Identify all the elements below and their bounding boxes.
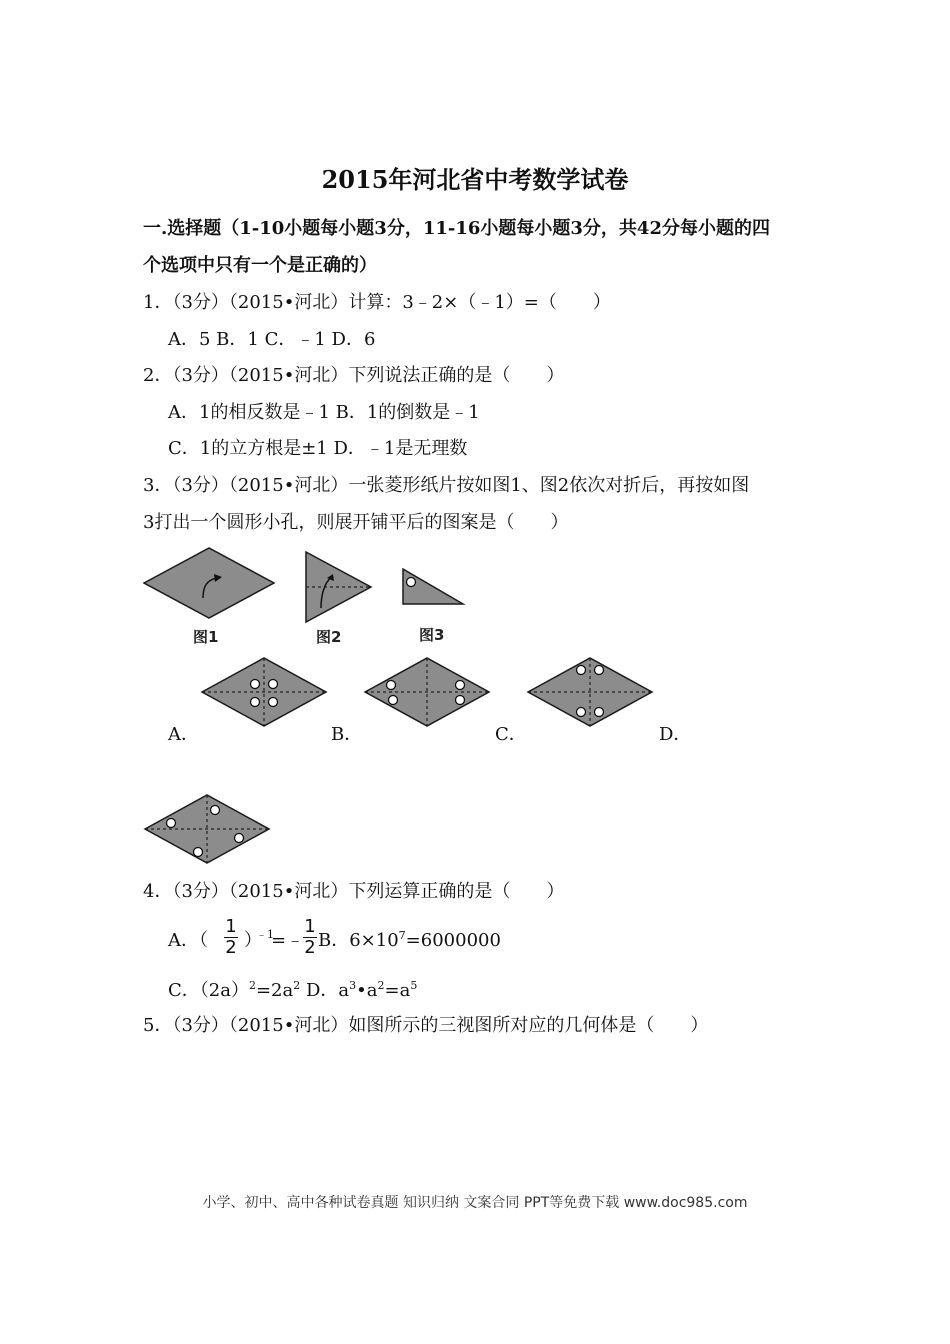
section-heading-line1: 一.选择题（1-10小题每小题3分，11-16小题每小题3分，共42分每小题的四 xyxy=(143,218,770,239)
q4-option-c-exponent: 2 xyxy=(248,979,256,992)
q2-options-line1: A．1的相反数是﹣1 B．1的倒数是﹣1 xyxy=(168,402,480,423)
q3-stem-line1: 3．（3分）（2015•河北）一张菱形纸片按如图1、图2依次对折后，再按如图 xyxy=(143,475,750,496)
figure-1-label: 图1 xyxy=(193,628,219,646)
q4-option-d-exponent2: 2 xyxy=(377,979,385,992)
hole-icon xyxy=(577,666,586,675)
figure-1-rhombus xyxy=(143,546,277,621)
q4-stem: 4．（3分）（2015•河北）下列运算正确的是（ ） xyxy=(143,881,565,902)
q4-option-d-exponent3: 5 xyxy=(410,979,418,992)
q4-options-cd xyxy=(168,980,417,1002)
q4-option-b-rest: =6000000 xyxy=(405,930,501,951)
figure-3-small-triangle xyxy=(400,566,466,608)
q4-option-b-text: B．6×10 xyxy=(318,930,399,951)
option-a-label: A． xyxy=(168,724,199,745)
q4-option-d-exponent1: 3 xyxy=(349,979,357,992)
option-d-figure xyxy=(143,793,273,865)
q3-stem-line2: 3打出一个圆形小孔，则展开铺平后的图案是（ ） xyxy=(143,512,569,533)
hole-icon xyxy=(269,680,278,689)
hole-icon xyxy=(577,708,586,717)
hole-icon xyxy=(387,681,396,690)
fraction-denominator: 2 xyxy=(304,937,316,958)
hole-icon xyxy=(595,708,604,717)
q1-options: A．5 B．1 C．﹣1 D．6 xyxy=(168,329,376,350)
q4-option-b-exponent: 7 xyxy=(398,929,406,942)
option-a-figure xyxy=(200,656,330,728)
section-heading-line2: 个选项中只有一个是正确的） xyxy=(143,255,377,276)
hole-icon xyxy=(407,578,416,587)
page-footer: 小学、初中、高中各种试卷真题 知识归纳 文案合同 PPT等免费下载 www.doc985.com xyxy=(202,1195,748,1211)
q4-option-c-text: C．（2a） xyxy=(168,980,249,1001)
option-b-figure xyxy=(363,656,493,728)
q4-option-a-prefix: A．（ xyxy=(168,930,208,951)
fraction-numerator: 1 xyxy=(225,916,237,937)
rhombus-shape xyxy=(144,548,274,618)
q2-options-line2: C．1的立方根是±1 D．﹣1是无理数 xyxy=(168,438,468,459)
figure-2-triangle xyxy=(303,550,375,625)
hole-icon xyxy=(389,696,398,705)
q4-fraction-a-rhs xyxy=(303,918,317,957)
q4-option-c-rest: =2a xyxy=(255,980,294,1001)
hole-icon xyxy=(235,834,244,843)
q5-stem: 5．（3分）（2015•河北）如图所示的三视图所对应的几何体是（ ） xyxy=(143,1015,709,1036)
option-c-label: C． xyxy=(495,724,527,745)
q4-option-c-exponent2: 2 xyxy=(293,979,301,992)
q4-option-a-equals: =﹣ xyxy=(271,930,305,951)
hole-icon xyxy=(456,696,465,705)
hole-icon xyxy=(269,698,278,707)
q4-option-d-rest: =a xyxy=(384,980,411,1001)
q2-stem: 2．（3分）（2015•河北）下列说法正确的是（ ） xyxy=(143,365,565,386)
fraction-denominator: 2 xyxy=(225,937,237,958)
hole-icon xyxy=(456,681,465,690)
hole-icon xyxy=(595,666,604,675)
hole-icon xyxy=(251,698,260,707)
option-b-label: B． xyxy=(331,724,363,745)
q4-fraction-a xyxy=(224,918,238,957)
q1-stem: 1．（3分）（2015•河北）计算：3﹣2×（﹣1）=（ ） xyxy=(143,292,611,313)
figure-3-label: 图3 xyxy=(419,626,445,644)
hole-icon xyxy=(251,680,260,689)
q4-option-b xyxy=(318,930,501,952)
option-c-figure xyxy=(526,656,656,728)
q4-option-d-mid: •a xyxy=(356,980,378,1001)
q4-option-d-text: D．a xyxy=(300,980,350,1001)
figure-2-label: 图2 xyxy=(316,628,342,646)
q4-option-a-exponent: ﹣1 xyxy=(256,928,274,941)
hole-icon xyxy=(194,848,203,857)
hole-icon xyxy=(167,819,176,828)
hole-icon xyxy=(211,806,220,815)
option-d-label: D． xyxy=(659,724,692,745)
page-title: 2015年河北省中考数学试卷 xyxy=(321,165,629,194)
q4-option-a-closing: ） xyxy=(244,930,262,951)
fraction-numerator: 1 xyxy=(304,916,316,937)
